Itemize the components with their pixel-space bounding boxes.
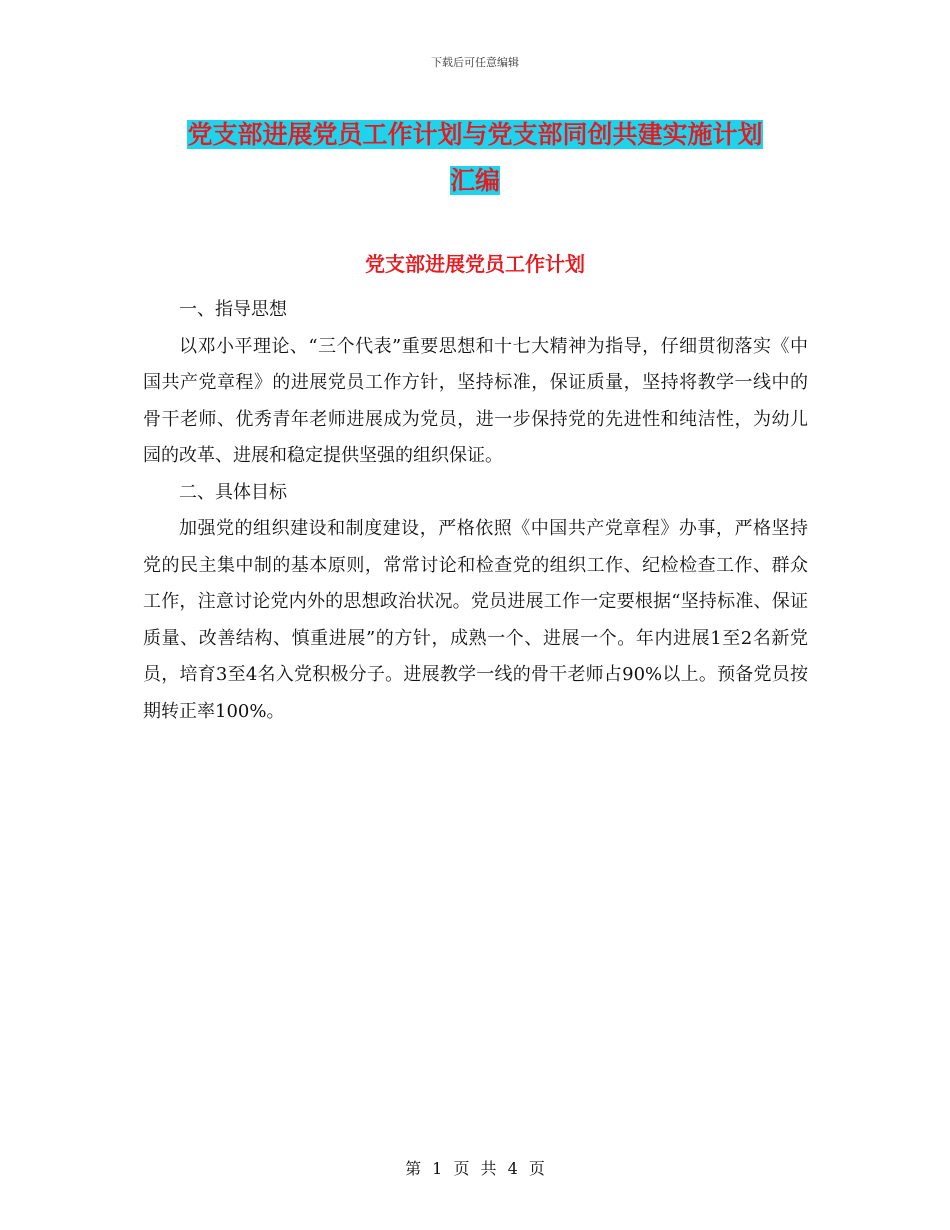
- body-content: [143, 292, 808, 730]
- document-title-line2: 汇编: [449, 166, 500, 195]
- section-title: 党支部进展党员工作计划: [365, 252, 585, 276]
- header-note: 下载后可任意编辑: [431, 56, 519, 69]
- paragraph-guiding-ideology: 以邓小平理论、“三个代表”重要思想和十七大精神为指导，仔细贯彻落实《中国共产党章程》的进展党员工作方针，坚持标准，保证质量，坚持将教学一线中的骨干老师、优秀青年老师进展成为党员，进一步保持党的先进性和纯洁性，为幼儿园的改革、进展和稳定提供坚强的组织保证。: [143, 335, 808, 466]
- page-number: 第 1 页 共 4 页: [405, 1159, 545, 1178]
- document-title: [140, 112, 810, 204]
- heading-specific-goals: 二、具体目标: [179, 481, 287, 503]
- paragraph-specific-goals: 加强党的组织建设和制度建设，严格依照《中国共产党章程》办事，严格坚持党的民主集中制的基本原则，常常讨论和检查党的组织工作、纪检检查工作、群众工作，注意讨论党内外的思想政治状况。党员进展工作一定要根据“坚持标准、保证质量、改善结构、慎重进展”的方针，成熟一个、进展一个。年内进展1至2名新党员，培育3至4名入党积极分子。进展教学一线的骨干老师占90%以上。预备党员按期转正率100%。: [143, 518, 808, 722]
- heading-guiding-ideology: 一、指导思想: [179, 299, 287, 320]
- document-title-line1: 党支部进展党员工作计划与党支部同创共建实施计划: [187, 120, 763, 149]
